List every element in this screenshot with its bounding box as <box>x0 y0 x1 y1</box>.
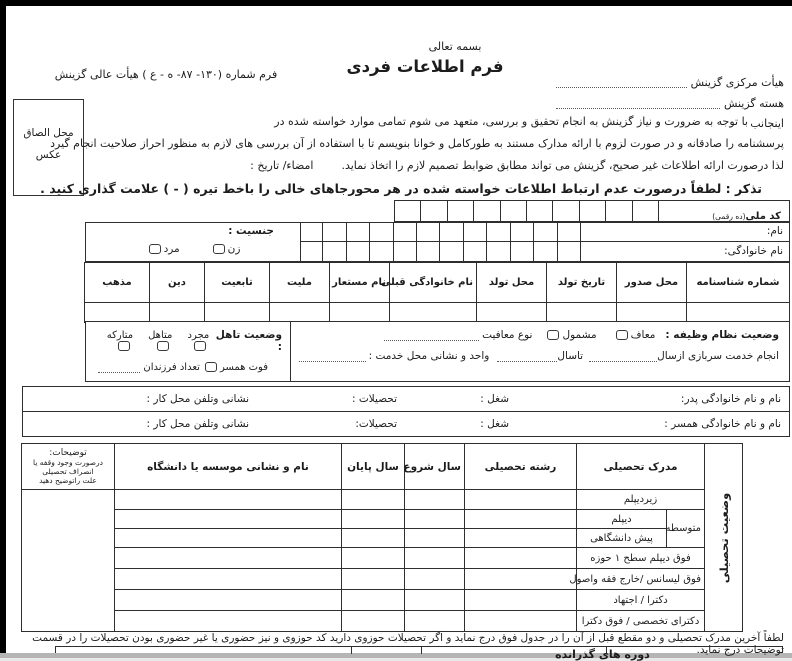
single-label: مجرد <box>187 330 210 341</box>
last-name-letter-box[interactable] <box>463 241 487 262</box>
scan-border-left <box>0 0 6 653</box>
last-name-letter-box[interactable] <box>439 241 463 262</box>
last-name-letter-box[interactable] <box>416 241 440 262</box>
empty-cell[interactable] <box>404 490 464 510</box>
national-code-label: کد ملی <box>745 211 781 222</box>
empty-cell[interactable] <box>464 490 576 510</box>
male-checkbox[interactable] <box>149 244 161 254</box>
gender-block <box>85 222 301 262</box>
last-name-letter-box[interactable] <box>346 241 370 262</box>
gender-female-option[interactable] <box>210 243 241 255</box>
empty-cell[interactable] <box>114 490 341 510</box>
empty-cell[interactable] <box>114 569 341 590</box>
spouse-name-label: نام و نام خانوادگی همسر : <box>664 418 781 430</box>
included-checkbox[interactable] <box>547 330 559 340</box>
single-option[interactable] <box>172 330 209 352</box>
empty-cell[interactable] <box>404 590 464 611</box>
education-side-label: وضعیت تحصیلی <box>716 492 731 583</box>
marital-line1 <box>92 329 282 353</box>
photo-box-line2: عکس <box>35 149 62 162</box>
notes-header: توضیحات: <box>49 448 87 458</box>
intro-line1: با توجه به ضرورت و نیاز گزینش به انجام تحقیق و بررسی، متعهد می شوم تمامی موارد خواسته شده در <box>274 115 748 128</box>
exemption-type-label: نوع معافیت <box>482 329 533 341</box>
col-birth-date: تاریخ تولد <box>547 263 617 303</box>
degree-postdoc: دکترای تخصصی / فوق دکترا <box>576 611 704 632</box>
degree-diploma: دیپلم <box>576 510 666 529</box>
first-name-letter-box[interactable] <box>463 222 487 242</box>
father-education-label: تحصیلات : <box>352 393 397 405</box>
first-name-letter-box[interactable] <box>486 222 510 242</box>
family-info-table <box>22 386 790 437</box>
name-letter-grid <box>300 222 581 262</box>
father-job-label: شغل : <box>480 393 509 405</box>
last-name-letter-box[interactable] <box>510 241 534 262</box>
empty-cell[interactable] <box>114 548 341 569</box>
national-code-digit-box[interactable] <box>526 200 553 222</box>
degree-pre-university: پیش دانشگاهی <box>576 529 666 548</box>
included-label: مشمول <box>562 329 597 341</box>
gender-male-label: مرد <box>163 243 180 255</box>
education-row-associate <box>21 548 742 569</box>
married-option[interactable] <box>133 330 172 352</box>
empty-cell[interactable] <box>477 303 547 323</box>
last-name-letter-box[interactable] <box>299 241 323 262</box>
empty-cell[interactable] <box>150 303 205 323</box>
first-name-letter-box[interactable] <box>533 222 557 242</box>
empty-cell[interactable] <box>404 510 464 529</box>
notes-subtext1: درصورت وجود وقفه یا انصراف تحصیلی <box>33 458 103 476</box>
empty-cell[interactable] <box>341 590 404 611</box>
national-code-digit-box[interactable] <box>552 200 579 222</box>
spouse-work-label: نشانی وتلفن محل کار : <box>146 418 249 430</box>
married-checkbox[interactable] <box>157 341 169 351</box>
col-denomination: مذهب <box>85 263 150 303</box>
institute-header: نام و نشانی موسسه یا دانشگاه <box>114 444 341 490</box>
separated-label: متارکه <box>106 330 134 341</box>
next-table-header-fragment <box>421 648 784 654</box>
col-id-number: شماره شناسنامه <box>687 263 790 303</box>
service-to-input-line[interactable] <box>497 351 557 362</box>
national-code-digit-box[interactable] <box>605 200 632 222</box>
field-header: رشته تحصیلی <box>464 444 576 490</box>
last-name-letter-box[interactable] <box>557 241 581 262</box>
end-year-header: سال پایان <box>341 444 404 490</box>
marital-status-label: وضعیت تاهل : <box>215 329 282 353</box>
notes-merged-cell[interactable] <box>21 490 114 632</box>
spouse-deceased-checkbox[interactable] <box>205 362 217 372</box>
last-name-label: نام خانوادگی: <box>724 245 783 257</box>
degree-under-diploma: زیردیپلم <box>576 490 704 510</box>
military-line1 <box>299 329 779 341</box>
national-code-sublabel: (ده رقمی) <box>712 212 746 221</box>
empty-cell[interactable] <box>404 569 464 590</box>
central-board-input-line[interactable] <box>556 77 687 88</box>
notes-header-cell <box>21 444 114 490</box>
footer-note: لطفاً آخرین مدرک تحصیلی و دو مقطع قبل از آن را در جدول فوق درج نماید و اگر تحصیلات حوزوی دارید کد حوزوی و نیز حضوری یا غیر حضوری بودن تحصیلات را در قسمت توضیحات درج نماید. <box>32 632 784 656</box>
national-code-label-cell <box>658 200 790 222</box>
intro-line3-row <box>250 159 784 172</box>
first-name-cell[interactable] <box>580 222 790 242</box>
selection-core-row <box>556 97 784 110</box>
undersigned-label: اینجانب <box>750 117 784 130</box>
first-name-letter-box[interactable] <box>557 222 581 242</box>
exemption-type-input-line[interactable] <box>384 330 479 341</box>
col-religion: دین <box>150 263 205 303</box>
notice-line: تذکر : لطفاً درصورت عدم ارتباط اطلاعات خواسته شده در هر محورجاهای خالی را باخط تیره ( - ) علامت گذاری کنید . <box>40 181 762 196</box>
education-row-masters <box>21 569 742 590</box>
personal-info-table <box>85 262 790 323</box>
signature-date-label: امضاء/ تاریخ : <box>250 159 314 172</box>
female-checkbox[interactable] <box>213 244 225 254</box>
first-name-label: نام: <box>766 225 783 237</box>
first-name-letter-box[interactable] <box>393 222 417 242</box>
empty-cell[interactable] <box>114 529 341 548</box>
children-count-label: تعداد فرزندان <box>143 362 200 373</box>
first-name-letter-box[interactable] <box>369 222 393 242</box>
start-year-header: سال شروع <box>404 444 464 490</box>
gender-female-label: زن <box>227 243 241 255</box>
notes-subtext2: علت راتوضیح دهید <box>39 476 97 485</box>
empty-cell[interactable] <box>85 303 150 323</box>
empty-cell[interactable] <box>464 569 576 590</box>
separated-checkbox[interactable] <box>118 341 130 351</box>
col-alias: نام مستعار <box>330 263 390 303</box>
last-name-cell[interactable] <box>580 241 790 262</box>
national-code-digit-box[interactable] <box>447 200 474 222</box>
national-code-digit-box[interactable] <box>632 200 659 222</box>
education-row-under-diploma <box>21 490 742 510</box>
education-row-doctorate <box>21 590 742 611</box>
national-code-digit-box[interactable] <box>473 200 500 222</box>
last-name-letter-box[interactable] <box>393 241 417 262</box>
spouse-education-label: تحصیلات: <box>355 418 397 430</box>
empty-cell[interactable] <box>114 590 341 611</box>
national-code-digit-box[interactable] <box>394 200 421 222</box>
empty-cell[interactable] <box>114 510 341 529</box>
father-name-label: نام و نام خانوادگی پدر: <box>680 393 781 405</box>
service-from-input-line[interactable] <box>589 351 657 362</box>
first-name-letter-box[interactable] <box>439 222 463 242</box>
spouse-deceased-option[interactable] <box>202 362 268 373</box>
next-table-divider <box>351 647 352 654</box>
last-name-letter-box[interactable] <box>322 241 346 262</box>
national-code-digit-box[interactable] <box>579 200 606 222</box>
marital-status-box <box>85 321 291 382</box>
included-option[interactable] <box>544 329 596 341</box>
empty-cell[interactable] <box>547 303 617 323</box>
form-number: فرم شماره (۱۳۰- ۸۷- ه - ع ) هیأت عالی گزینش <box>54 68 278 81</box>
col-issue-place: محل صدور <box>617 263 687 303</box>
national-code-digit-box[interactable] <box>500 200 527 222</box>
military-line2 <box>299 350 779 362</box>
next-table-partial <box>55 646 783 653</box>
selection-core-input-line[interactable] <box>556 98 720 109</box>
selection-core-label: هسته گزینش <box>723 97 784 110</box>
last-name-letter-box[interactable] <box>486 241 510 262</box>
service-to-label: تاسال <box>557 350 584 362</box>
separated-option[interactable] <box>92 330 133 352</box>
married-label: متاهل <box>148 330 173 341</box>
empty-cell[interactable] <box>341 548 404 569</box>
father-work-label: نشانی وتلفن محل کار : <box>146 393 249 405</box>
degree-masters: فوق لیسانس /خارج فقه واصول <box>576 569 704 590</box>
empty-cell[interactable] <box>114 611 341 632</box>
empty-cell[interactable] <box>341 529 404 548</box>
marital-line2 <box>92 362 282 373</box>
photo-box-line1: محل الصاق <box>23 127 74 139</box>
degree-associate: فوق دیپلم سطح ۱ حوزه <box>576 548 704 569</box>
scan-border-top <box>0 0 792 6</box>
empty-cell[interactable] <box>464 510 576 529</box>
empty-cell[interactable] <box>404 611 464 632</box>
central-board-label: هیأت مرکزی گزینش <box>690 76 784 89</box>
first-name-letter-box[interactable] <box>346 222 370 242</box>
military-service-box <box>290 321 790 382</box>
col-prev-lastname: نام خانوادگی قبلی <box>390 263 477 303</box>
first-name-letter-box[interactable] <box>299 222 323 242</box>
empty-cell[interactable] <box>390 303 477 323</box>
first-name-letter-box[interactable] <box>416 222 440 242</box>
first-name-letter-box[interactable] <box>510 222 534 242</box>
education-side-cell <box>705 444 743 632</box>
empty-cell[interactable] <box>330 303 390 323</box>
empty-cell[interactable] <box>464 548 576 569</box>
empty-cell[interactable] <box>464 590 576 611</box>
empty-cell[interactable] <box>687 303 790 323</box>
col-citizenship: تابعیت <box>205 263 270 303</box>
degree-header: مدرک تحصیلی <box>576 444 704 490</box>
exempt-option[interactable] <box>613 329 656 341</box>
children-count-input-line[interactable] <box>98 362 140 373</box>
military-status-label: وضعیت نظام وظیفه : <box>665 329 779 341</box>
page-title: فرم اطلاعات فردی <box>346 57 504 76</box>
national-code-boxes <box>395 200 659 222</box>
empty-cell[interactable] <box>341 611 404 632</box>
education-row-diploma <box>21 510 742 529</box>
single-checkbox[interactable] <box>194 341 206 351</box>
empty-cell[interactable] <box>205 303 270 323</box>
empty-cell[interactable] <box>464 611 576 632</box>
service-unit-label: واحد و نشانی محل خدمت : <box>368 350 490 362</box>
bismillah-text: بسمه تعالی <box>428 40 482 53</box>
col-nationality: ملیت <box>270 263 330 303</box>
exempt-checkbox[interactable] <box>616 330 628 340</box>
empty-cell[interactable] <box>617 303 687 323</box>
spouse-deceased-label: فوت همسر <box>219 362 268 373</box>
empty-cell[interactable] <box>404 529 464 548</box>
service-from-label: انجام خدمت سربازی ازسال <box>657 350 779 362</box>
education-row-pre-university <box>21 529 742 548</box>
empty-cell[interactable] <box>341 490 404 510</box>
gender-options <box>86 243 300 255</box>
empty-cell[interactable] <box>341 569 404 590</box>
empty-cell[interactable] <box>270 303 330 323</box>
service-unit-input-line[interactable] <box>299 351 366 362</box>
empty-cell[interactable] <box>464 529 576 548</box>
col-birth-place: محل تولد <box>477 263 547 303</box>
last-name-letter-box[interactable] <box>369 241 393 262</box>
education-row-postdoc <box>21 611 742 632</box>
education-table <box>22 443 743 632</box>
father-row[interactable] <box>22 386 790 412</box>
intro-line2: پرسشنامه را صادقانه و در صورت لزوم با ارائه مدارک مستند به طورکامل و خوانا بنویسم تا با استفاده از آن بررسی های لازم به منظور احراز صلاحیت انجام گیرد <box>50 137 784 150</box>
empty-cell[interactable] <box>404 548 464 569</box>
gender-label: جنسیت : <box>228 225 274 237</box>
central-board-row <box>556 76 784 89</box>
gender-male-option[interactable] <box>146 243 180 255</box>
secondary-group-label: متوسطه <box>667 510 705 548</box>
exempt-label: معاف <box>630 329 656 341</box>
first-name-letter-box[interactable] <box>322 222 346 242</box>
empty-cell[interactable] <box>341 510 404 529</box>
spouse-job-label: شغل : <box>480 418 509 430</box>
national-code-digit-box[interactable] <box>420 200 447 222</box>
degree-doctorate: دکترا / اجتهاد <box>576 590 704 611</box>
last-name-letter-box[interactable] <box>533 241 557 262</box>
intro-line3: لذا درصورت ارائه اطلاعات غیر صحیح، گزینش می تواند مطابق ضوابط تصمیم لازم را اتخاذ نماید. <box>341 159 784 172</box>
spouse-row[interactable] <box>22 411 790 437</box>
